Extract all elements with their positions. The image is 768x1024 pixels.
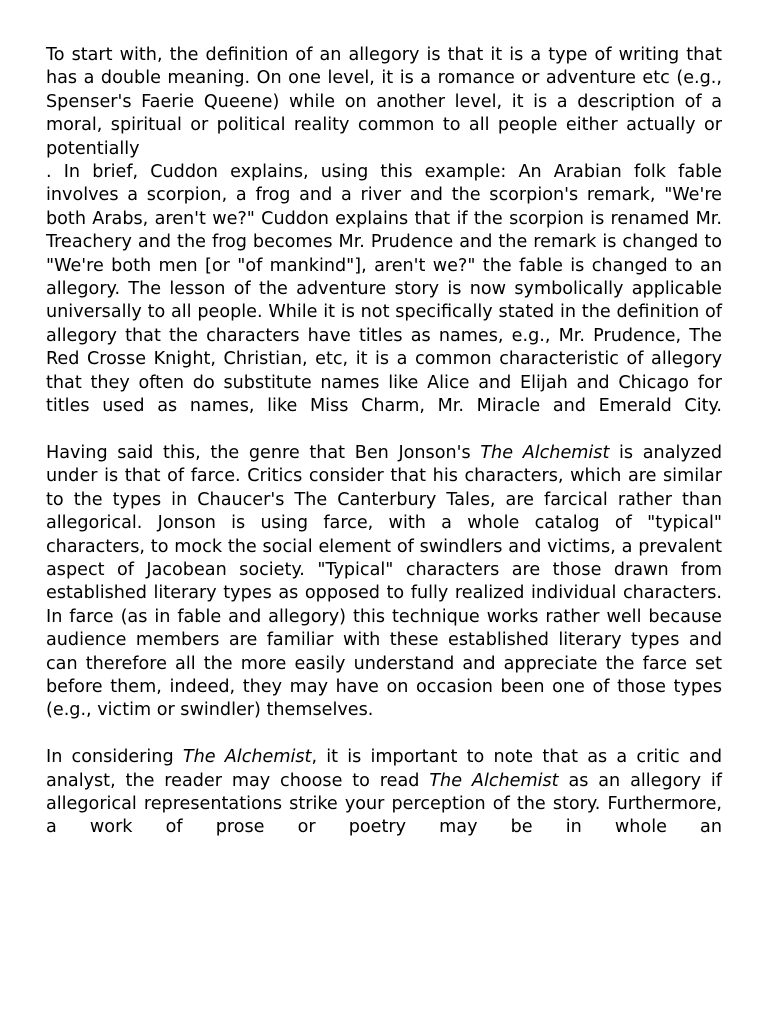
paragraph-allegory-definition: To start with, the definition of an allegory is that it is a type of writing that has a double meaning. On one level, it is a romance or adventure etc (e.g., Spenser's Faerie Queene) while on another level, it is a description of a moral, spiritual or political reality common to all people either actually or potentially	[46, 45, 722, 159]
paragraph-text-segment: In considering	[46, 747, 183, 768]
paragraph-text-segment: is analyzed under is that of farce. Critics consider that his characters, which are similar to the types in Chaucer's The Canterbury Tales, are farcical rather than allegorical. Jonson is using farce, with a whole catalog of "typical" characters, to mock the social element of swindlers and victims, a prevalent aspect of Jacobean society. "Typical" characters are those drawn from established literary types as opposed to fully realized individual characters. In farce (as in fable and allegory) this technique works rather well because audience members are familiar with these established literary types and can therefore all the more easily understand and appreciate the farce set before them, indeed, they may have on occasion been one of those types (e.g., victim or swindler) themselves.	[46, 442, 723, 721]
paragraph-text-segment: as an allegory if allegorical representations strike your perception of the story. Furthermore, a work of prose or poetry may be in whole an	[46, 770, 722, 838]
paragraph-cuddon-example: . In brief, Cuddon explains, using this example: An Arabian folk fable involves a scorpion, a frog and a river and the scorpion's remark, "We're both Arabs, aren't we?" Cuddon explains that if the scorpion is renamed Mr. Treachery and the frog becomes Mr. Prudence and the remark is changed to "We're both men [or "of mankind"], aren't we?" the fable is changed to an allegory. The lesson of the adventure story is now symbolically applicable universally to all people. While it is not specifically stated in the definition of allegory that the characters have titles as names, e.g., Mr. Prudence, The Red Crosse Knight, Christian, etc, it is a common characteristic of allegory that they often do substitute names like Alice and Elijah and Chicago for titles used as names, like Miss Charm, Mr. Miracle and Emerald City.	[46, 162, 722, 417]
paragraph-text-segment: Having said this, the genre that Ben Jonson's	[46, 442, 481, 463]
work-title-italic: The Alchemist	[480, 442, 610, 463]
work-title-italic: The Alchemist	[182, 747, 312, 768]
work-title-italic: The Alchemist	[429, 770, 559, 791]
paragraph-farce-genre	[46, 442, 722, 723]
paragraph-text-segment: , it is important to note that as a critic and analyst, the reader may choose to read	[46, 747, 722, 791]
paragraph-considering-alchemist	[46, 746, 722, 840]
document-page	[46, 44, 722, 863]
